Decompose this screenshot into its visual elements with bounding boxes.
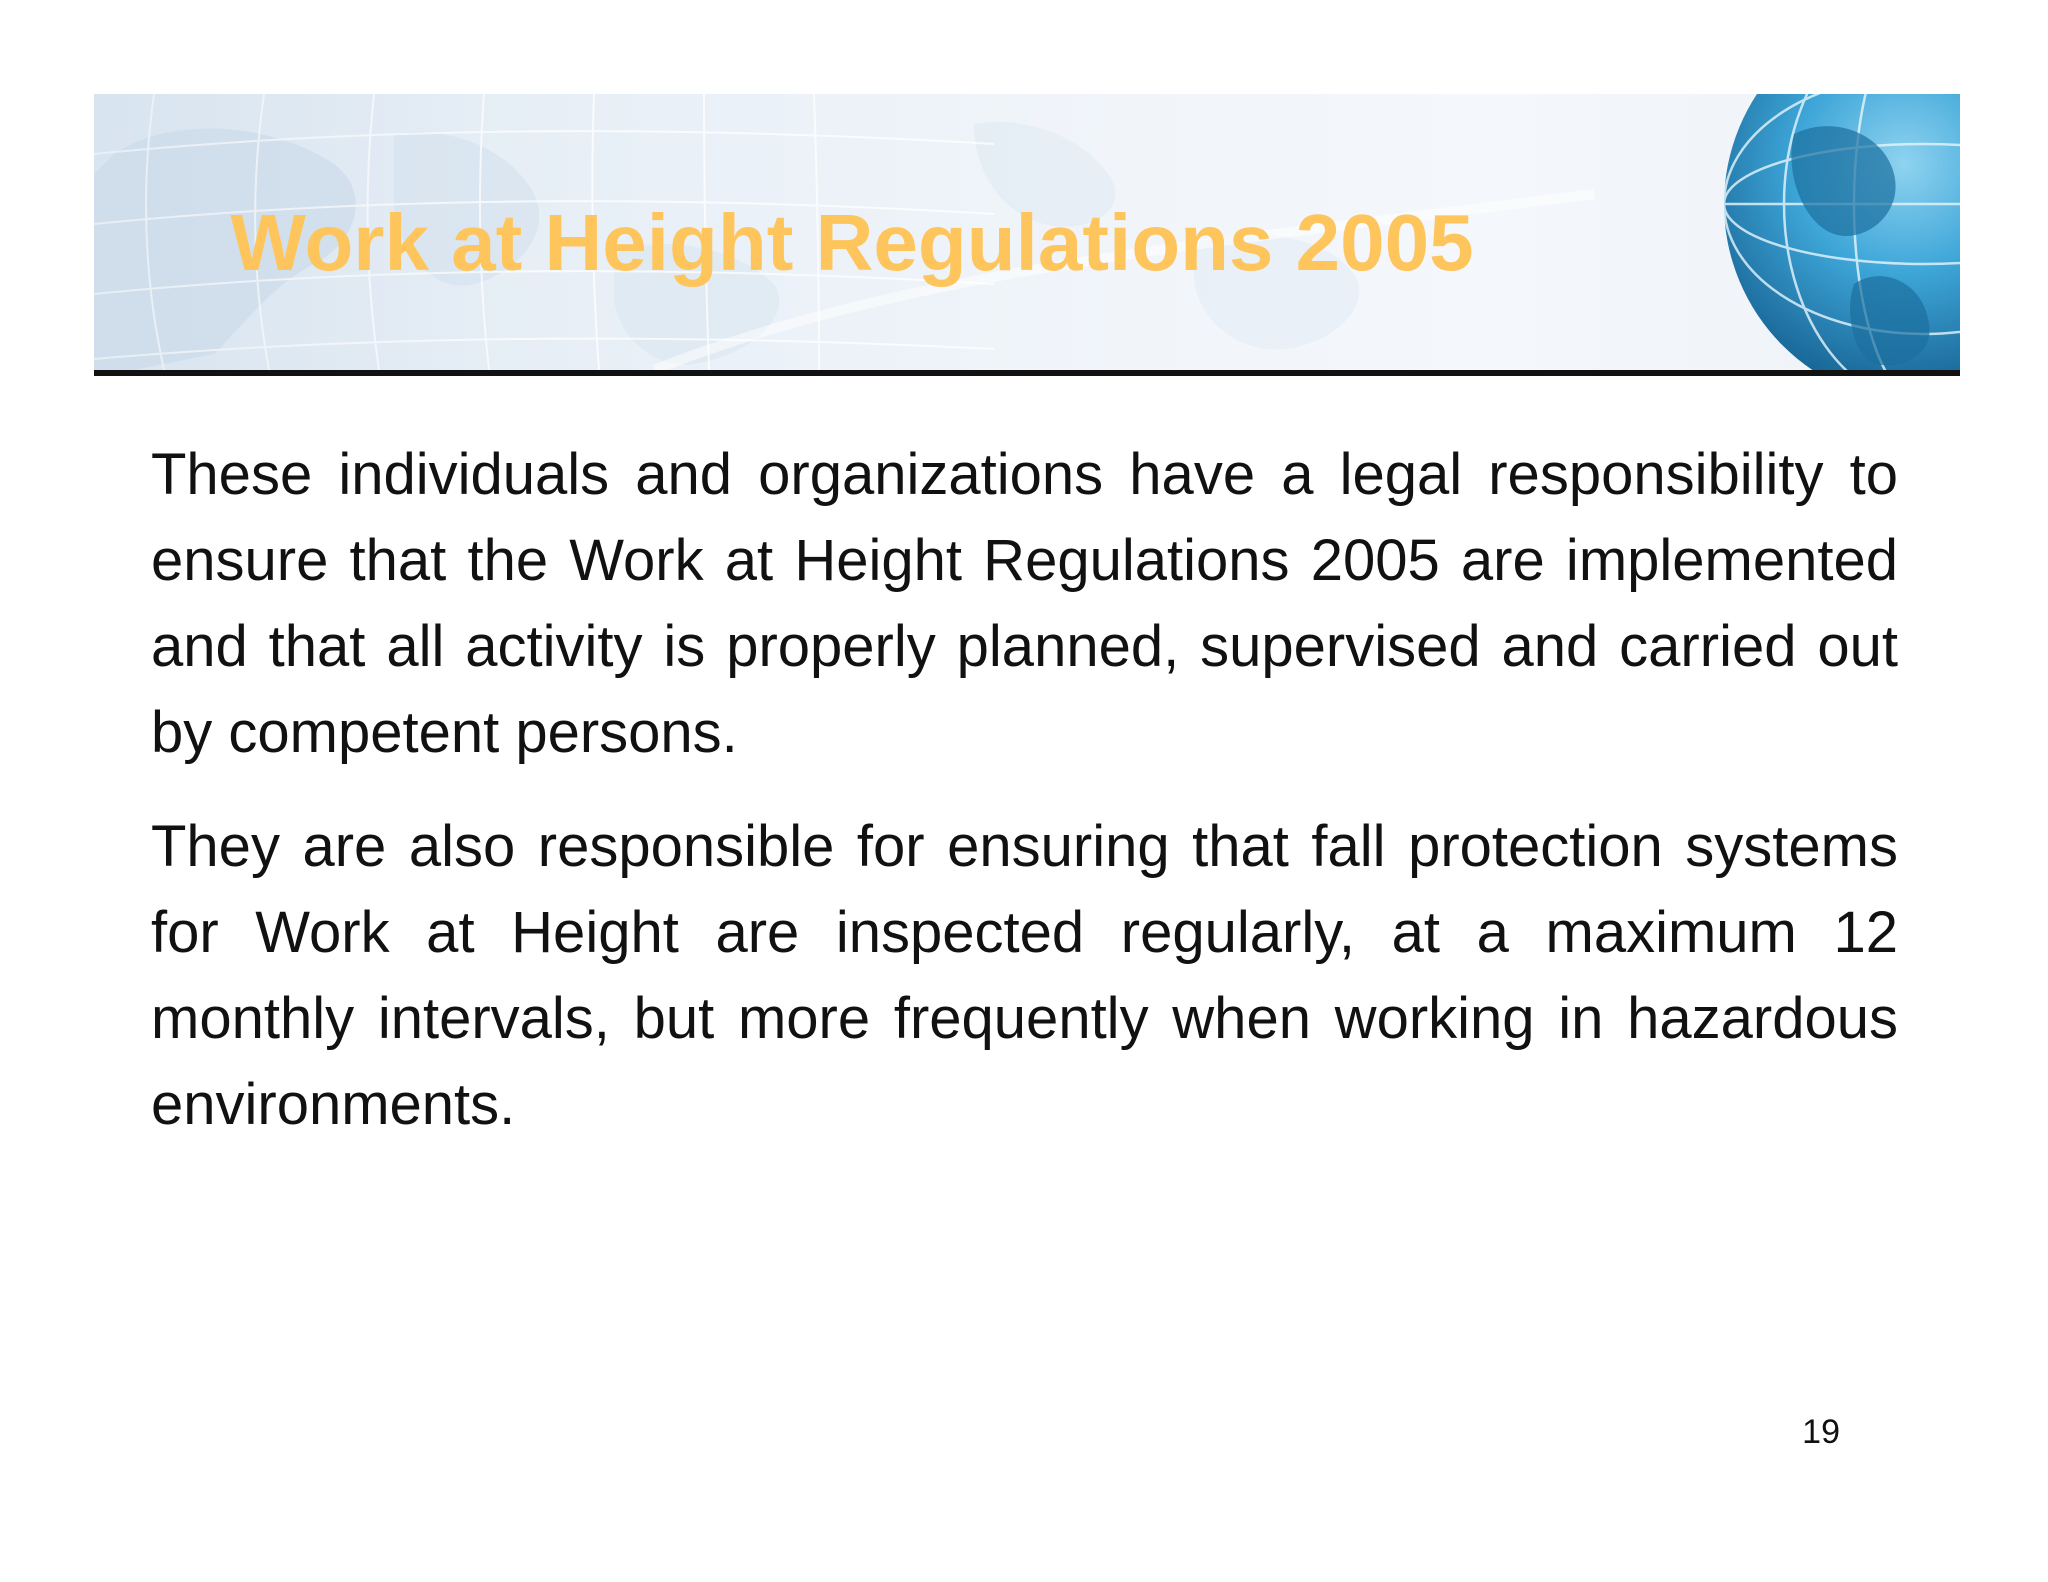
- page-number: 19: [1802, 1413, 1840, 1451]
- slide-body: [151, 432, 1898, 1176]
- body-paragraph-1: These individuals and organizations have a legal responsibility to ensure that the Work at Height Regulations 2005 are implemented and that all activity is properly planned, supervised and carried out by competent persons.: [151, 442, 1898, 765]
- title-banner: [94, 94, 1960, 370]
- slide-title: Work at Height Regulations 2005: [230, 198, 1474, 287]
- body-paragraph-2: They are also responsible for ensuring that fall protection systems for Work at Height are inspected regularly, at a maximum 12 monthly intervals, but more frequently when working in hazardous environments.: [151, 814, 1898, 1137]
- title-divider: [94, 370, 1960, 376]
